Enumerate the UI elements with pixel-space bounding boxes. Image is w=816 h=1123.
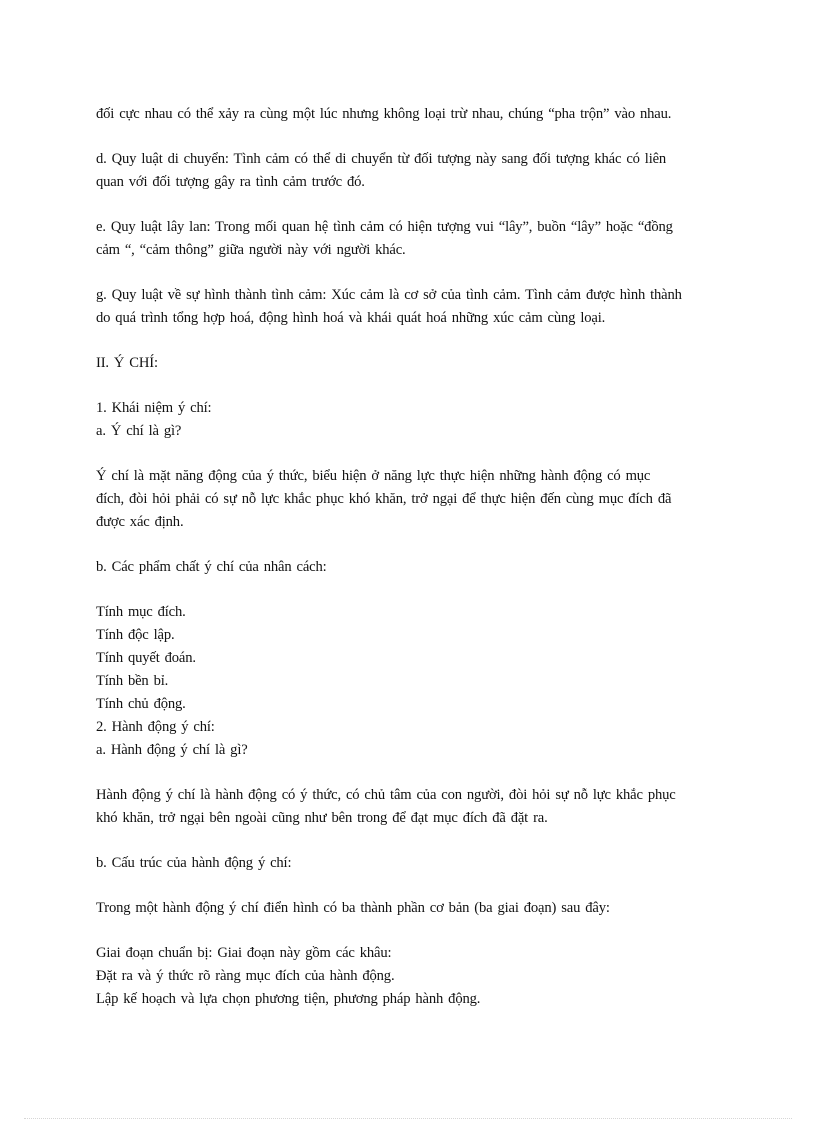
subsection-heading: b. Các phẩm chất ý chí của nhân cách: [96, 559, 327, 575]
text-line: Hành động ý chí là hành động có ý thức, có chủ tâm của con người, đòi hỏi sự nỗ lực khắc phục [96, 787, 676, 803]
text-line: Trong một hành động ý chí điển hình có ba thành phần cơ bản (ba giai đoạn) sau đây: [96, 900, 610, 916]
document-body [96, 103, 736, 1011]
subsection-heading: a. Ý chí là gì? [96, 423, 182, 439]
paragraph-quy-luat-di-chuyen [96, 148, 736, 194]
paragraph-quy-luat-hinh-thanh [96, 284, 736, 330]
subsection-heading: 1. Khái niệm ý chí: [96, 400, 212, 416]
list-item: Tính chủ động. [96, 696, 186, 712]
list-item: Tính mục đích. [96, 604, 186, 620]
text-line: khó khăn, trở ngại bên ngoài cũng như bên trong để đạt mục đích đã đặt ra. [96, 810, 548, 826]
section-heading-text: II. Ý CHÍ: [96, 355, 158, 371]
text-line: do quá trình tổng hợp hoá, động hình hoá và khái quát hoá những xúc cảm cùng loại. [96, 310, 606, 326]
text-line: d. Quy luật di chuyển: Tình cảm có thể di chuyển từ đối tượng này sang đối tượng khác có liên [96, 151, 667, 167]
text-line: đích, đòi hỏi phải có sự nỗ lực khắc phục khó khăn, trở ngại để thực hiện đến cùng mục đích đã [96, 491, 672, 507]
text-line: e. Quy luật lây lan: Trong mối quan hệ tình cảm có hiện tượng vui “lây”, buồn “lây” hoặc “đồng [96, 219, 673, 235]
subsection-heading: a. Hành động ý chí là gì? [96, 742, 248, 758]
subsection-cau-truc [96, 852, 736, 875]
paragraph-giai-doan-chuan-bi [96, 942, 736, 1011]
text-line: Lập kế hoạch và lựa chọn phương tiện, phương pháp hành động. [96, 991, 481, 1007]
subsection-heading: b. Cấu trúc của hành động ý chí: [96, 855, 292, 871]
paragraph-pha-tron [96, 103, 736, 126]
section-heading-y-chi [96, 352, 736, 375]
list-item: Tính độc lập. [96, 627, 175, 643]
paragraph-hanh-dong-y-chi [96, 784, 736, 830]
subsection-pham-chat [96, 556, 736, 579]
paragraph-quy-luat-lay-lan [96, 216, 736, 262]
paragraph-dinh-nghia-y-chi [96, 465, 736, 534]
text-line: cảm “, “cảm thông” giữa người này với người khác. [96, 242, 406, 258]
text-line: g. Quy luật về sự hình thành tình cảm: Xúc cảm là cơ sở của tình cảm. Tình cảm được hình thành [96, 287, 682, 303]
subsection-heading: 2. Hành động ý chí: [96, 719, 215, 735]
list-pham-chat [96, 601, 736, 762]
text-line: Ý chí là mặt năng động của ý thức, biểu hiện ở năng lực thực hiện những hành động có mục [96, 468, 651, 484]
paragraph-ba-thanh-phan [96, 897, 736, 920]
list-item: Tính quyết đoán. [96, 650, 196, 666]
text-line: Giai đoạn chuẩn bị: Giai đoạn này gồm các khâu: [96, 945, 392, 961]
subsection-khai-niem [96, 397, 736, 443]
page-bottom-divider [24, 1118, 792, 1119]
text-line: quan với đối tượng gây ra tình cảm trước đó. [96, 174, 365, 190]
text-line: Đặt ra và ý thức rõ ràng mục đích của hành động. [96, 968, 395, 984]
text-line: được xác định. [96, 514, 184, 530]
list-item: Tính bền bỉ. [96, 673, 169, 689]
text-line: đối cực nhau có thể xảy ra cùng một lúc nhưng không loại trừ nhau, chúng “pha trộn” vào nhau. [96, 106, 672, 122]
